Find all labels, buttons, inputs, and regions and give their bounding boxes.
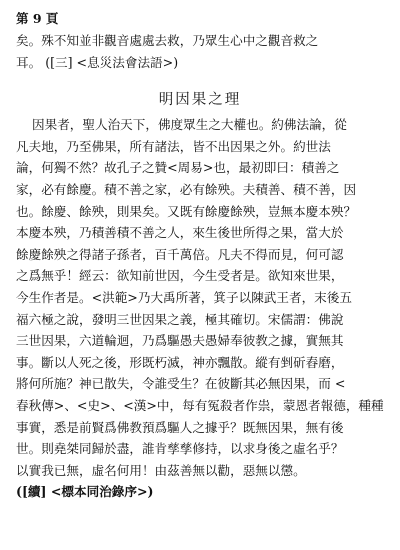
body-line: 將何所施？神已散失，令誰受生？在彼斷其必無因果，而 < bbox=[16, 376, 346, 392]
body-line: 世。則堯桀同歸於盡，誰肯孳孳修持，以求身後之虛名乎？ bbox=[16, 441, 344, 457]
body-line: 本慶本殃，乃積善積不善之人，來生後世所得之果，當大於 bbox=[16, 225, 344, 241]
body-line: 也。餘慶、餘殃，則果矣。又既有餘慶餘殃，豈無本慶本殃？ bbox=[16, 203, 357, 219]
body-line: 因果者，聖人治天下，佛度眾生之大權也。約佛法論，從 bbox=[32, 117, 347, 133]
body-line: 三世因果，六道輪迴，乃爲驅愚夫愚婦奉彼教之據，實無其 bbox=[16, 333, 344, 349]
body-line: 事實，悉是前賢爲佛教預爲驅人之據乎？既無因果，無有後 bbox=[16, 419, 344, 435]
source-citation: ([續] <標本同治錄序>) bbox=[16, 484, 154, 500]
body-line: 家，必有餘慶。積不善之家，必有餘殃。夫積善、積不善，因 bbox=[16, 181, 357, 197]
body-line: 今生作者是。<洪範>乃大禹所著，箕子以陳武王者，末後五 bbox=[16, 289, 352, 305]
body-line: 論，何獨不然？故孔子之贊<周易>也，最初即曰：積善之 bbox=[16, 160, 340, 176]
body-line: 之爲無乎！經云：欲知前世因，今生受者是。欲知來世果， bbox=[16, 268, 344, 284]
intro-line: 耳。 ([三] <息災法會法語>) bbox=[16, 54, 179, 70]
body-line: 福六極之說，發明三世因果之義，極其確切。宋儒謂：佛說 bbox=[16, 311, 344, 327]
body-line: 以實我已無，虛名何用！由茲善無以勸，惡無以懲。 bbox=[16, 462, 306, 478]
body-line: 凡夫地，乃至佛果，所有諸法，皆不出因果之外。約世法 bbox=[16, 138, 331, 154]
body-paragraph bbox=[16, 114, 384, 481]
body-line: 春秋傳>、<史>、<漢>中，每有冤殺者作祟，蒙恩者報德，種種 bbox=[16, 397, 384, 413]
body-line: 餘慶餘殃之得諸子孫者，百千萬倍。凡夫不得而見，何可認 bbox=[16, 246, 344, 262]
page-number-label: 第 9 頁 bbox=[16, 11, 59, 26]
intro-line: 矣。殊不知並非觀音處處去救，乃眾生心中之觀音救之 bbox=[16, 33, 319, 48]
section-title: 明因果之理 bbox=[158, 92, 242, 109]
intro-paragraph bbox=[16, 30, 384, 73]
body-line: 事。斷以人死之後，形既朽滅，神亦飄散。縱有剉斫舂磨， bbox=[16, 354, 344, 370]
